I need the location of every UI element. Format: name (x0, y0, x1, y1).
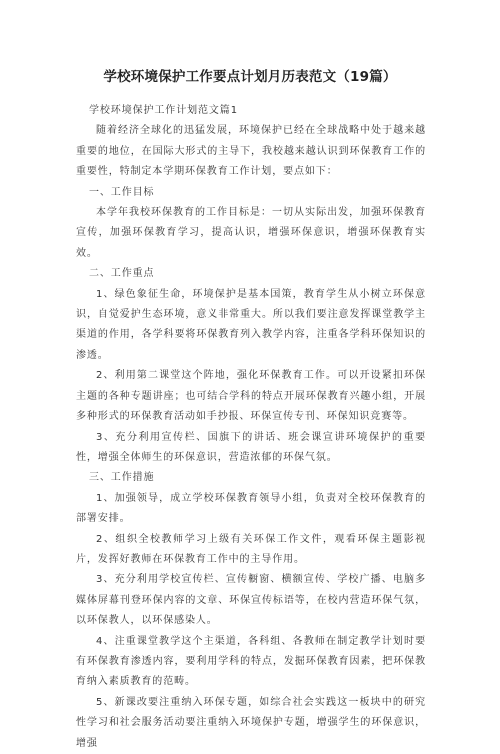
document-body (76, 101, 426, 754)
section-subtitle: 学校环境保护工作计划范文篇1 (89, 105, 238, 116)
paragraph: 本学年我校环保教育的工作目标是：一切从实际出发，加强环保教育宣传，加强环保教育学习，提高认识，增强环保意识，增强环保教育实效。 (76, 207, 426, 259)
paragraph: 1、绿色象征生命，环境保护是基本国策，教育学生从小树立环保意识，自觉爱护生态环境，意义非常重大。所以我们要注意发挥课堂教学主渠道的作用，各学科要将环保教育列入教学内容，注重各学科环保知识的渗透。 (76, 288, 426, 361)
paragraph: 2、组织全校教师学习上级有关环保工作文件，观看环保主题影视片，发挥好教师在环保教育工作中的主导作用。 (76, 533, 426, 565)
paragraph: 随着经济全球化的迅猛发展，环境保护已经在全球战略中处于越来越重要的地位，在国际大形式的主导下，我校越来越认识到环保教育工作的重要性，特制定本学期环保教育工作计划，要点如下： (76, 125, 426, 178)
paragraph: 1、加强领导，成立学校环保教育领导小组，负责对全校环保教育的部署安排。 (76, 492, 426, 525)
section-heading: 三、工作措施 (89, 472, 155, 484)
section-heading: 二、工作重点 (89, 268, 155, 280)
section-heading: 一、工作目标 (89, 186, 155, 198)
paragraph: 3、充分利用学校宣传栏、宣传橱窗、横额宣传、学校广播、电脑多媒体屏幕刊登环保内容的文章、环保宣传标语等，在校内营造环保气氛，以环保教人，以环保感染人。 (76, 574, 426, 627)
paragraph: 4、注重课堂教学这个主渠道，各科组、各教师在制定教学计划时要有环保教育渗透内容，要利用学科的特点，发掘环保教育因素，把环保教育纳入素质教育的范畴。 (76, 635, 426, 688)
paragraph: 5、新课改要注重纳入环保专题，如综合社会实践这一板块中的研究性学习和社会服务活动要注重纳入环境保护专题，增强学生的环保意识，增强 (76, 696, 426, 749)
paragraph: 2、利用第二课堂这个阵地，强化环保教育工作。可以开设紧扣环保主题的各种专题讲座；也可结合学科的特点开展环保教育兴趣小组，开展多种形式的环保教育活动如手抄报、环保宣传专刊、环保知识竞赛等。 (76, 370, 426, 423)
paragraph: 3、充分利用宣传栏、国旗下的讲话、班会课宣讲环境保护的重要性，增强全体师生的环保意识，营造浓郁的环保气氛。 (76, 431, 426, 463)
document-title: 学校环境保护工作要点计划月历表范文（19篇） (103, 69, 397, 85)
